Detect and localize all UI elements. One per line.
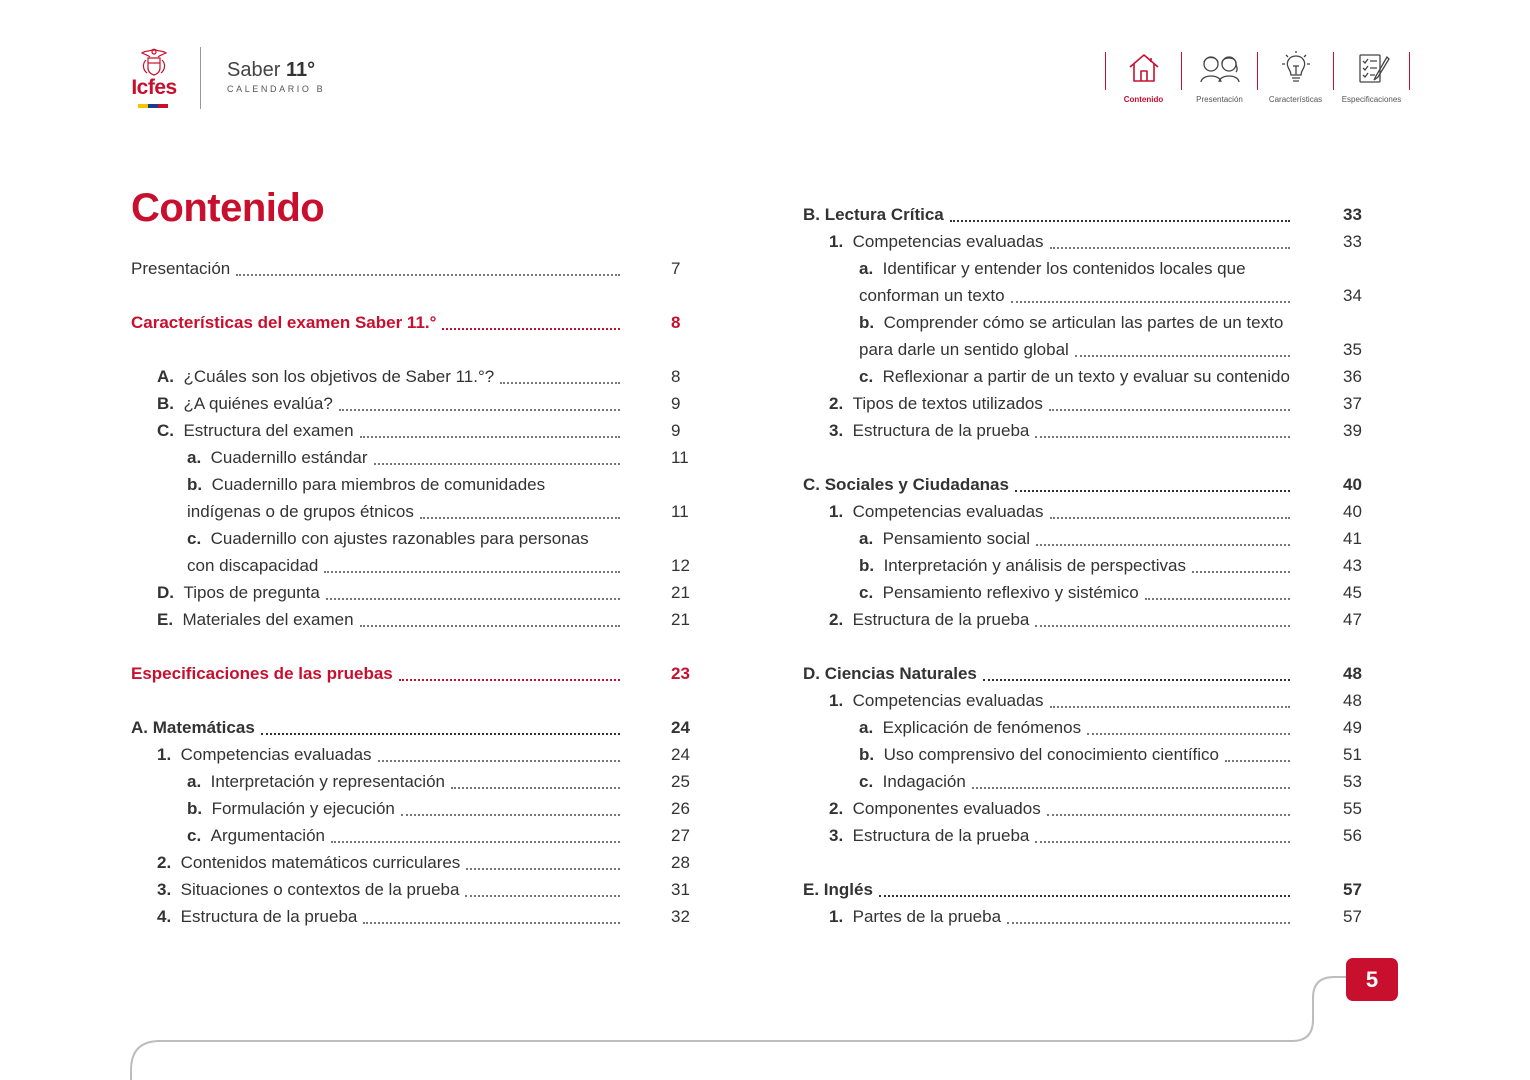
toc-entry-text: ¿Cuáles son los objetivos de Saber 11.°? — [183, 367, 495, 386]
nav-label: Especificaciones — [1341, 95, 1402, 104]
toc-page-number: 8 — [671, 313, 681, 332]
toc-entry-text: Componentes evaluados — [852, 799, 1041, 818]
toc-entry-label: b. — [187, 799, 203, 818]
toc-entry-text: Estructura de la prueba — [852, 826, 1030, 845]
toc-entry-text: Pensamiento reflexivo y sistémico — [882, 583, 1139, 602]
toc-entry-text: Competencias evaluadas — [852, 691, 1044, 710]
toc-entry-label: a. — [859, 718, 874, 737]
toc-entry-label: A. — [157, 367, 174, 386]
toc-entry-text: Identificar y entender los contenidos locales que — [882, 259, 1246, 278]
toc-entry-text: Uso comprensivo del conocimiento científico — [883, 745, 1219, 764]
toc-page-number: 23 — [671, 664, 690, 683]
toc-page-number: 36 — [1343, 367, 1362, 386]
toc-entry-text: C. Sociales y Ciudadanas — [803, 475, 1009, 494]
toc-entry-text: Pensamiento social — [882, 529, 1031, 548]
toc-entry-text: Competencias evaluadas — [180, 745, 372, 764]
toc-entry-label: 3. — [157, 880, 172, 899]
toc-page-number: 9 — [671, 394, 681, 413]
toc-entry-label: c. — [859, 772, 874, 791]
toc-entry-label: 1. — [829, 691, 844, 710]
toc-page-number: 35 — [1343, 340, 1362, 359]
toc-entry-label: 3. — [829, 826, 844, 845]
toc-entry-text: Contenidos matemáticos curriculares — [180, 853, 461, 872]
toc-entry-text: Cuadernillo para miembros de comunidades — [211, 475, 546, 494]
toc-entry-label: b. — [859, 313, 875, 332]
toc-page-number: 43 — [1343, 556, 1362, 575]
toc-entry-text: Presentación — [131, 259, 231, 278]
toc-page-number: 28 — [671, 853, 690, 872]
toc-entry-text: Materiales del examen — [182, 610, 354, 629]
toc-page-number: 41 — [1343, 529, 1362, 548]
toc-entry-label: 2. — [829, 610, 844, 629]
toc-page-number: 45 — [1343, 583, 1362, 602]
toc-entry-label: 3. — [829, 421, 844, 440]
toc-page-number: 7 — [671, 259, 681, 278]
toc-page-number: 56 — [1343, 826, 1362, 845]
toc-page-number: 48 — [1343, 664, 1362, 683]
toc-entry-text: Características del examen Saber 11.° — [131, 313, 437, 332]
title-grade: 11° — [285, 59, 316, 81]
toc-entry-text: Situaciones o contextos de la prueba — [180, 880, 460, 899]
toc-page-number: 11 — [671, 502, 689, 521]
toc-entry-label: 2. — [829, 799, 844, 818]
toc-page-number: 12 — [671, 556, 690, 575]
toc-entry-label: b. — [859, 556, 875, 575]
toc-entry-label: D. — [157, 583, 174, 602]
toc-entry-text: Cuadernillo estándar — [210, 448, 368, 467]
toc-entry-label: 1. — [157, 745, 172, 764]
toc-entry-text: A. Matemáticas — [131, 718, 255, 737]
toc-entry-text: conforman un texto — [859, 286, 1005, 305]
toc-page-number: 37 — [1343, 394, 1362, 413]
toc-entry-text: para darle un sentido global — [859, 340, 1069, 359]
toc-page-number: 57 — [1343, 907, 1362, 926]
toc-page-number: 21 — [671, 610, 690, 629]
toc-entry-text: Argumentación — [210, 826, 325, 845]
toc-entry-label: a. — [187, 448, 202, 467]
toc-entry-label: B. — [157, 394, 174, 413]
toc-entry-text: Estructura de la prueba — [180, 907, 358, 926]
toc-entry-label: c. — [859, 583, 874, 602]
toc-page-number: 27 — [671, 826, 690, 845]
toc-entry-text: Competencias evaluadas — [852, 502, 1044, 521]
nav-label: Contenido — [1123, 95, 1164, 104]
toc-entry-text: con discapacidad — [187, 556, 319, 575]
toc-entry-text: Explicación de fenómenos — [882, 718, 1082, 737]
toc-page-number: 40 — [1343, 502, 1362, 521]
toc-page-number: 39 — [1343, 421, 1362, 440]
toc-entry-label: 1. — [829, 907, 844, 926]
toc-entry-label: c. — [187, 529, 202, 548]
toc-entry-text: Competencias evaluadas — [852, 232, 1044, 251]
toc-page-number: 31 — [671, 880, 690, 899]
toc-page-number: 24 — [671, 745, 690, 764]
toc-entry-label: a. — [859, 529, 874, 548]
toc-entry-text: Formulación y ejecución — [211, 799, 395, 818]
toc-entry-label: 4. — [157, 907, 172, 926]
toc-entry-label: c. — [859, 367, 874, 386]
toc-page-number: 33 — [1343, 232, 1362, 251]
toc-entry-label: b. — [187, 475, 203, 494]
toc-page-number: 21 — [671, 583, 690, 602]
toc-entry-label: c. — [187, 826, 202, 845]
toc-entry-label: 1. — [829, 232, 844, 251]
toc-entry-text: Partes de la prueba — [852, 907, 1002, 926]
toc-entry-text: Indagación — [882, 772, 966, 791]
toc-entry-label: 1. — [829, 502, 844, 521]
toc-page-number: 25 — [671, 772, 690, 791]
toc-page-number: 40 — [1343, 475, 1362, 494]
toc-page-number: 53 — [1343, 772, 1362, 791]
toc-page-number: 11 — [671, 448, 689, 467]
toc-page-number: 9 — [671, 421, 681, 440]
logo-wordmark: Icfes — [131, 76, 177, 99]
toc-entry-text: Cuadernillo con ajustes razonables para personas — [210, 529, 589, 548]
toc-page-number: 48 — [1343, 691, 1362, 710]
toc-entry-text: Tipos de pregunta — [183, 583, 320, 602]
toc-entry-label: C. — [157, 421, 174, 440]
toc-entry-text: Estructura de la prueba — [852, 421, 1030, 440]
toc-entry-text: E. Inglés — [803, 880, 873, 899]
title-prefix: Saber — [227, 59, 286, 81]
publication-subtitle: CALENDARIO B — [227, 84, 326, 94]
toc-page-number: 55 — [1343, 799, 1362, 818]
toc-entry-text: Interpretación y representación — [210, 772, 445, 791]
nav-label: Presentación — [1196, 95, 1243, 104]
toc-entry-text: Reflexionar a partir de un texto y evaluar su contenido — [882, 367, 1290, 386]
toc-entry-label: b. — [859, 745, 875, 764]
toc-page-number: 47 — [1343, 610, 1362, 629]
toc-entry-text: Tipos de textos utilizados — [852, 394, 1043, 413]
toc-page-number: 32 — [671, 907, 690, 926]
toc-entry-text: ¿A quiénes evalúa? — [183, 394, 333, 413]
toc-entry-text: Especificaciones de las pruebas — [131, 664, 393, 683]
toc-page-number: 51 — [1343, 745, 1362, 764]
toc-entry-label: 2. — [829, 394, 844, 413]
page-number-badge: 5 — [1346, 958, 1398, 1001]
toc-entry-label: a. — [859, 259, 874, 278]
toc-page-number: 49 — [1343, 718, 1362, 737]
toc-page-number: 8 — [671, 367, 681, 386]
toc-entry-text: Estructura del examen — [183, 421, 354, 440]
toc-entry-text: indígenas o de grupos étnicos — [187, 502, 414, 521]
toc-entry-text: D. Ciencias Naturales — [803, 664, 977, 683]
toc-entry-label: 2. — [157, 853, 172, 872]
toc-page-number: 34 — [1343, 286, 1362, 305]
toc-entry-text: Interpretación y análisis de perspectivas — [883, 556, 1186, 575]
toc-entry-text: Estructura de la prueba — [852, 610, 1030, 629]
toc-page-number: 26 — [671, 799, 690, 818]
toc-page-number: 24 — [671, 718, 690, 737]
toc-entry-label: E. — [157, 610, 174, 629]
toc-page-number: 33 — [1343, 205, 1362, 224]
toc-page-number: 57 — [1343, 880, 1362, 899]
toc-entry-text: Comprender cómo se articulan las partes de un texto — [883, 313, 1284, 332]
toc-entry-text: B. Lectura Crítica — [803, 205, 944, 224]
toc-entry-label: a. — [187, 772, 202, 791]
nav-label: Características — [1268, 95, 1323, 104]
page-title: Contenido — [131, 186, 325, 230]
